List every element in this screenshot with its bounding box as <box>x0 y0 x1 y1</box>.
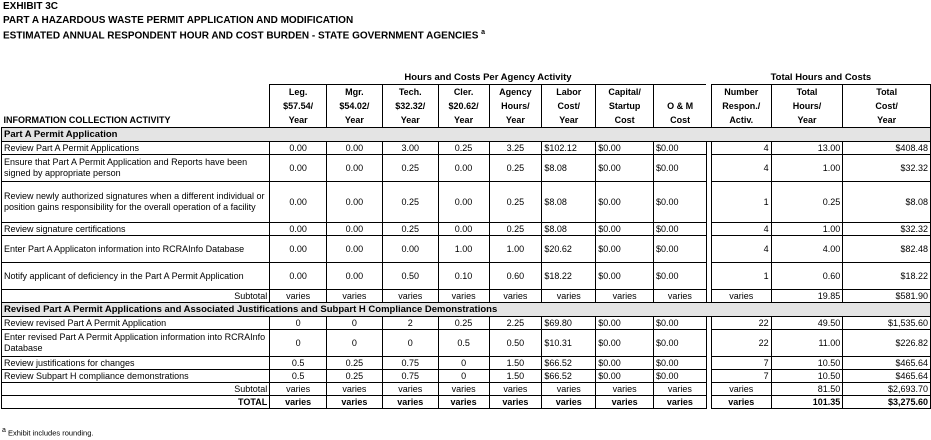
total-cost-cell: $226.82 <box>843 330 931 357</box>
leg-cell: 0.00 <box>270 263 327 290</box>
subtotal-leg-cell: varies <box>270 383 327 396</box>
table-row <box>2 142 931 155</box>
tech-cell: 0.25 <box>382 223 438 236</box>
labor-cell: $8.08 <box>542 223 596 236</box>
total-hours-column-header: Total Hours/ Year <box>771 85 843 128</box>
total-hours-cell: 11.00 <box>771 330 843 357</box>
om-cell: $0.00 <box>654 370 707 383</box>
exhibit-label: EXHIBIT 3C <box>3 1 59 12</box>
capital-cell: $0.00 <box>596 357 654 370</box>
subtotal-cler-cell: varies <box>438 383 489 396</box>
tech-cell: 3.00 <box>382 142 438 155</box>
subtotal-labor-cell: varies <box>542 290 596 303</box>
mgr-cell: 0.00 <box>327 155 383 182</box>
subtotal-label: Subtotal <box>2 290 270 303</box>
agency-hours-column-header: Agency Hours/ Year <box>489 85 542 128</box>
respon-cell: 7 <box>711 357 771 370</box>
subtotal-hours-cell: varies <box>489 383 542 396</box>
activity-cell: Review revised Part A Permit Application <box>2 317 270 330</box>
total-om-cell: varies <box>654 396 707 409</box>
grand-total-cost-cell: $3,275.60 <box>843 396 931 409</box>
hours-cell: 1.00 <box>489 236 542 263</box>
subtotal-hours-cell: varies <box>489 290 542 303</box>
hours-cell: 0.25 <box>489 223 542 236</box>
table-row <box>2 182 931 223</box>
om-cell: $0.00 <box>654 223 707 236</box>
om-cell: $0.00 <box>654 263 707 290</box>
total-hours-cell: 1.00 <box>771 155 843 182</box>
subtotal-labor-cell: varies <box>542 383 596 396</box>
hours-cell: 0.60 <box>489 263 542 290</box>
mgr-cell: 0.00 <box>327 236 383 263</box>
column-header-row <box>2 85 931 128</box>
tech-cell: 0.50 <box>382 263 438 290</box>
hours-cell: 3.25 <box>489 142 542 155</box>
activity-cell: Enter revised Part A Permit Application information into RCRAInfo Database <box>2 330 270 357</box>
leg-cell: 0.00 <box>270 223 327 236</box>
table-row <box>2 155 931 182</box>
capital-cell: $0.00 <box>596 236 654 263</box>
labor-cell: $18.22 <box>542 263 596 290</box>
labor-cell: $69.80 <box>542 317 596 330</box>
total-group-header: Total Hours and Costs <box>711 70 930 85</box>
labor-cell: $8.08 <box>542 155 596 182</box>
mgr-cell: 0.00 <box>327 182 383 223</box>
om-cell: $0.00 <box>654 357 707 370</box>
subtotal-tech-cell: varies <box>382 290 438 303</box>
total-cost-cell: $8.08 <box>843 182 931 223</box>
cler-cell: 0.25 <box>438 142 489 155</box>
subtotal-capital-cell: varies <box>596 383 654 396</box>
section-title: Revised Part A Permit Applications and Associated Justifications and Subpart H Compliance Demonstrations <box>2 303 931 317</box>
subtotal-total-cost-cell: $581.90 <box>843 290 931 303</box>
subtotal-total-hours-cell: 81.50 <box>771 383 843 396</box>
respon-cell: 4 <box>711 223 771 236</box>
labor-cell: $66.52 <box>542 370 596 383</box>
activity-cell: Review Part A Permit Applications <box>2 142 270 155</box>
mgr-cell: 0.00 <box>327 142 383 155</box>
tech-cell: 0.00 <box>382 236 438 263</box>
footnote <box>2 427 93 438</box>
respon-cell: 22 <box>711 330 771 357</box>
total-cost-cell: $465.64 <box>843 370 931 383</box>
labor-cell: $10.31 <box>542 330 596 357</box>
cler-cell: 0.00 <box>438 155 489 182</box>
leg-cell: 0.5 <box>270 370 327 383</box>
table-row <box>2 357 931 370</box>
grand-total-row <box>2 396 931 409</box>
total-cost-cell: $1,535.60 <box>843 317 931 330</box>
om-cost-column-header: O & M Cost <box>654 85 707 128</box>
table-row <box>2 370 931 383</box>
leg-cell: 0.00 <box>270 236 327 263</box>
tech-cell: 0.75 <box>382 357 438 370</box>
om-cell: $0.00 <box>654 155 707 182</box>
subtotal-mgr-cell: varies <box>327 383 383 396</box>
subtotal-leg-cell: varies <box>270 290 327 303</box>
tech-cell: 0.75 <box>382 370 438 383</box>
respon-cell: 4 <box>711 155 771 182</box>
total-cost-cell: $32.32 <box>843 155 931 182</box>
subtotal-row <box>2 383 931 396</box>
leg-cell: 0.00 <box>270 142 327 155</box>
tech-cell: 0 <box>382 330 438 357</box>
om-cell: $0.00 <box>654 236 707 263</box>
document-subtitle <box>3 29 485 41</box>
respon-cell: 22 <box>711 317 771 330</box>
om-cell: $0.00 <box>654 330 707 357</box>
capital-cell: $0.00 <box>596 155 654 182</box>
cler-cell: 0 <box>438 357 489 370</box>
respondents-column-header: Number Respon./ Activ. <box>711 85 771 128</box>
subtotal-cler-cell: varies <box>438 290 489 303</box>
table-row <box>2 236 931 263</box>
labor-cell: $20.62 <box>542 236 596 263</box>
respon-cell: 1 <box>711 182 771 223</box>
leg-column-header: Leg. $57.54/ Year <box>270 85 327 128</box>
total-hours-cell: 1.00 <box>771 223 843 236</box>
leg-cell: 0.5 <box>270 357 327 370</box>
capital-cell: $0.00 <box>596 317 654 330</box>
om-cell: $0.00 <box>654 142 707 155</box>
respon-cell: 4 <box>711 142 771 155</box>
tech-column-header: Tech. $32.32/ Year <box>382 85 438 128</box>
section-title: Part A Permit Application <box>2 128 931 142</box>
mgr-cell: 0.00 <box>327 263 383 290</box>
column-group-header-row <box>2 70 931 85</box>
respon-cell: 1 <box>711 263 771 290</box>
activity-cell: Ensure that Part A Permit Application and Reports have been signed by appropriate person <box>2 155 270 182</box>
hours-cell: 2.25 <box>489 317 542 330</box>
hours-cell: 1.50 <box>489 370 542 383</box>
total-cost-column-header: Total Cost/ Year <box>843 85 931 128</box>
total-cost-cell: $408.48 <box>843 142 931 155</box>
mgr-cell: 0.00 <box>327 223 383 236</box>
document-title: PART A HAZARDOUS WASTE PERMIT APPLICATION AND MODIFICATION <box>3 15 354 26</box>
total-hours-cell: 0.25 <box>771 182 843 223</box>
footnote-mark: a <box>2 427 6 434</box>
cler-cell: 1.00 <box>438 236 489 263</box>
burden-table <box>1 70 931 409</box>
total-labor-cell: varies <box>542 396 596 409</box>
labor-cell: $66.52 <box>542 357 596 370</box>
cler-cell: 0 <box>438 370 489 383</box>
subtotal-om-cell: varies <box>654 290 707 303</box>
leg-cell: 0 <box>270 317 327 330</box>
total-hours-cell: 13.00 <box>771 142 843 155</box>
mgr-column-header: Mgr. $54.02/ Year <box>327 85 383 128</box>
capital-cell: $0.00 <box>596 330 654 357</box>
activity-cell: Notify applicant of deficiency in the Part A Permit Application <box>2 263 270 290</box>
labor-cell: $8.08 <box>542 182 596 223</box>
leg-cell: 0.00 <box>270 182 327 223</box>
activity-cell: Review newly authorized signatures when a different individual or position gains responsibility for the overall operation of a facility <box>2 182 270 223</box>
tech-cell: 2 <box>382 317 438 330</box>
capital-cell: $0.00 <box>596 223 654 236</box>
leg-cell: 0 <box>270 330 327 357</box>
table-row <box>2 223 931 236</box>
tech-cell: 0.25 <box>382 155 438 182</box>
capital-cost-column-header: Capital/ Startup Cost <box>596 85 654 128</box>
total-mgr-cell: varies <box>327 396 383 409</box>
labor-cell: $102.12 <box>542 142 596 155</box>
mgr-cell: 0 <box>327 330 383 357</box>
capital-cell: $0.00 <box>596 263 654 290</box>
subtotal-respon-cell: varies <box>711 290 771 303</box>
footnote-text: Exhibit includes rounding. <box>8 428 94 438</box>
subtotal-capital-cell: varies <box>596 290 654 303</box>
total-cler-cell: varies <box>438 396 489 409</box>
activity-cell: Review Subpart H compliance demonstrations <box>2 370 270 383</box>
cler-cell: 0.25 <box>438 317 489 330</box>
hours-cell: 0.25 <box>489 155 542 182</box>
respon-cell: 4 <box>711 236 771 263</box>
section-header-row <box>2 303 931 317</box>
activity-cell: Review justifications for changes <box>2 357 270 370</box>
cler-cell: 0.5 <box>438 330 489 357</box>
subtitle-footnote-mark: a <box>481 29 486 36</box>
hours-cell: 1.50 <box>489 357 542 370</box>
subtotal-respon-cell: varies <box>711 383 771 396</box>
subtotal-om-cell: varies <box>654 383 707 396</box>
table-row <box>2 317 931 330</box>
total-hours-cell: 4.00 <box>771 236 843 263</box>
mgr-cell: 0 <box>327 317 383 330</box>
activity-cell: Enter Part A Applicaton information into RCRAInfo Database <box>2 236 270 263</box>
total-cost-cell: $82.48 <box>843 236 931 263</box>
subtotal-mgr-cell: varies <box>327 290 383 303</box>
total-cost-cell: $465.64 <box>843 357 931 370</box>
capital-cell: $0.00 <box>596 370 654 383</box>
grand-total-hours-cell: 101.35 <box>771 396 843 409</box>
subtitle-text: ESTIMATED ANNUAL RESPONDENT HOUR AND COST BURDEN - STATE GOVERNMENT AGENCIES <box>3 30 479 42</box>
cler-cell: 0.10 <box>438 263 489 290</box>
cler-cell: 0.00 <box>438 182 489 223</box>
total-cost-cell: $18.22 <box>843 263 931 290</box>
capital-cell: $0.00 <box>596 142 654 155</box>
total-respon-cell: varies <box>711 396 771 409</box>
tech-cell: 0.25 <box>382 182 438 223</box>
activity-column-header: INFORMATION COLLECTION ACTIVITY <box>3 115 171 125</box>
cler-cell: 0.00 <box>438 223 489 236</box>
labor-cost-column-header: Labor Cost/ Year <box>542 85 596 128</box>
total-leg-cell: varies <box>270 396 327 409</box>
total-hours-cell: varies <box>489 396 542 409</box>
subtotal-tech-cell: varies <box>382 383 438 396</box>
subtotal-row <box>2 290 931 303</box>
total-tech-cell: varies <box>382 396 438 409</box>
mgr-cell: 0.25 <box>327 357 383 370</box>
total-hours-cell: 0.60 <box>771 263 843 290</box>
agency-activity-group-header: Hours and Costs Per Agency Activity <box>270 70 707 85</box>
om-cell: $0.00 <box>654 182 707 223</box>
total-hours-cell: 10.50 <box>771 370 843 383</box>
total-hours-cell: 49.50 <box>771 317 843 330</box>
subtotal-total-cost-cell: $2,693.70 <box>843 383 931 396</box>
leg-cell: 0.00 <box>270 155 327 182</box>
cler-column-header: Cler. $20.62/ Year <box>438 85 489 128</box>
activity-cell: Review signature certifications <box>2 223 270 236</box>
subtotal-total-hours-cell: 19.85 <box>771 290 843 303</box>
hours-cell: 0.25 <box>489 182 542 223</box>
total-cost-cell: $32.32 <box>843 223 931 236</box>
subtotal-label: Subtotal <box>2 383 270 396</box>
capital-cell: $0.00 <box>596 182 654 223</box>
respon-cell: 7 <box>711 370 771 383</box>
table-row <box>2 330 931 357</box>
mgr-cell: 0.25 <box>327 370 383 383</box>
table-row <box>2 263 931 290</box>
section-header-row <box>2 128 931 142</box>
hours-cell: 0.50 <box>489 330 542 357</box>
om-cell: $0.00 <box>654 317 707 330</box>
total-label: TOTAL <box>2 396 270 409</box>
total-capital-cell: varies <box>596 396 654 409</box>
total-hours-cell: 10.50 <box>771 357 843 370</box>
